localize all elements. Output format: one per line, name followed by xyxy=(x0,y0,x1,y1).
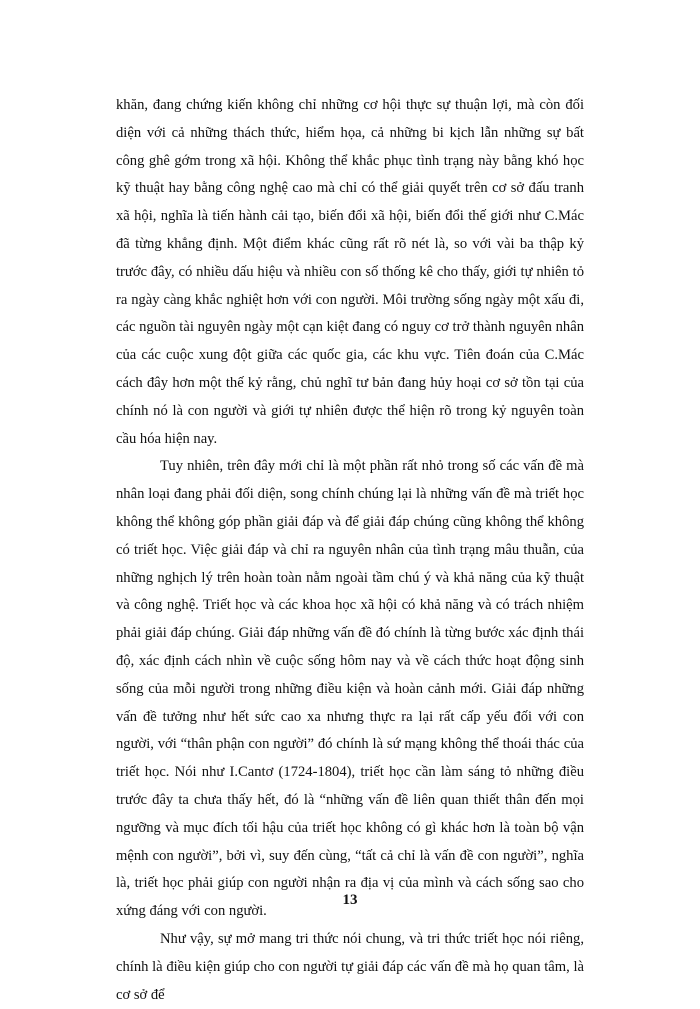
page-number: 13 xyxy=(342,892,358,908)
paragraph-knowledge: Như vậy, sự mở mang tri thức nói chung, và tri thức triết học nói riêng, chính là điều kiện giúp cho con người tự giải đáp các vấn đề mà họ quan tâm, là cơ sở để xyxy=(116,930,584,1003)
paragraph-philosophy-role: Tuy nhiên, trên đây mới chỉ là một phần rất nhỏ trong số các vấn đề mà nhân loại đang phải đối diện, song chính chúng lại là những vấn đề mà triết học không thể không góp phần giải đáp và để giải đáp chúng cũng không thể không có triết học. Việc giải đáp và chỉ ra nguyên nhân của tình trạng mâu thuẫn, của những nghịch lý trên hoàn toàn nằm ngoài tầm chú ý và khả năng của kỹ thuật và công nghệ. Triết học và các khoa học xã hội có khả năng và có trách nhiệm phải giải đáp chúng. Giải đáp những vấn đề đó chính là từng bước xác định thái độ, xác định cách nhìn về cuộc sống hôm nay và về cách thức hoạt động sinh sống của mỗi người trong những điều kiện và hoàn cảnh mới. Giải đáp những vấn đề tưởng như hết sức cao xa nhưng thực ra lại rất cấp yếu đối với con người, với “thân phận con người” đó chính là sứ mạng không thể thoái thác của triết học. Nói như I.Cantơ (1724-1804), triết học cần làm sáng tỏ những điều trước đây ta chưa thấy hết, đó là “những vấn đề liên quan thiết thân đến mọi ngưỡng và mục đích tối hậu của triết học không có gì khác hơn là toàn bộ vận mệnh con người”, bởi vì, suy đến cùng, “tất cả chỉ là vấn đề con người”, nghĩa là, triết học phải giúp con người nhận ra địa vị của mình và cách sống sao cho xứng đáng với con người. xyxy=(116,458,584,920)
body-text xyxy=(116,92,584,1009)
paragraph-continuation: khăn, đang chứng kiến không chỉ những cơ hội thực sự thuận lợi, mà còn đối diện với cả những thách thức, hiểm họa, cả những bi kịch lẫn những sự bất công ghê gớm trong xã hội. Không thể khắc phục tình trạng này bằng khó học kỹ thuật hay bằng công nghệ cao mà chỉ có thể giải quyết trên cơ sở đấu tranh xã hội, nghĩa là tiến hành cải tạo, biến đổi xã hội, biến đổi thế giới như C.Mác đã từng khẳng định. Một điểm khác cũng rất rõ nét là, so với vài ba thập kỷ trước đây, có nhiều dấu hiệu và nhiều con số thống kê cho thấy, giới tự nhiên tỏ ra ngày càng khắc nghiệt hơn với con người. Môi trường sống ngày một xấu đi, các nguồn tài nguyên ngày một cạn kiệt đang có nguy cơ trở thành nguyên nhân của các cuộc xung đột giữa các quốc gia, các khu vực. Tiên đoán của C.Mác cách đây hơn một thế kỷ rằng, chủ nghĩ tư bản đang hủy hoại cơ sở tồn tại của chính nó là con người và giới tự nhiên được thể hiện rõ trong kỷ nguyên toàn cầu hóa hiện nay. xyxy=(116,97,584,447)
